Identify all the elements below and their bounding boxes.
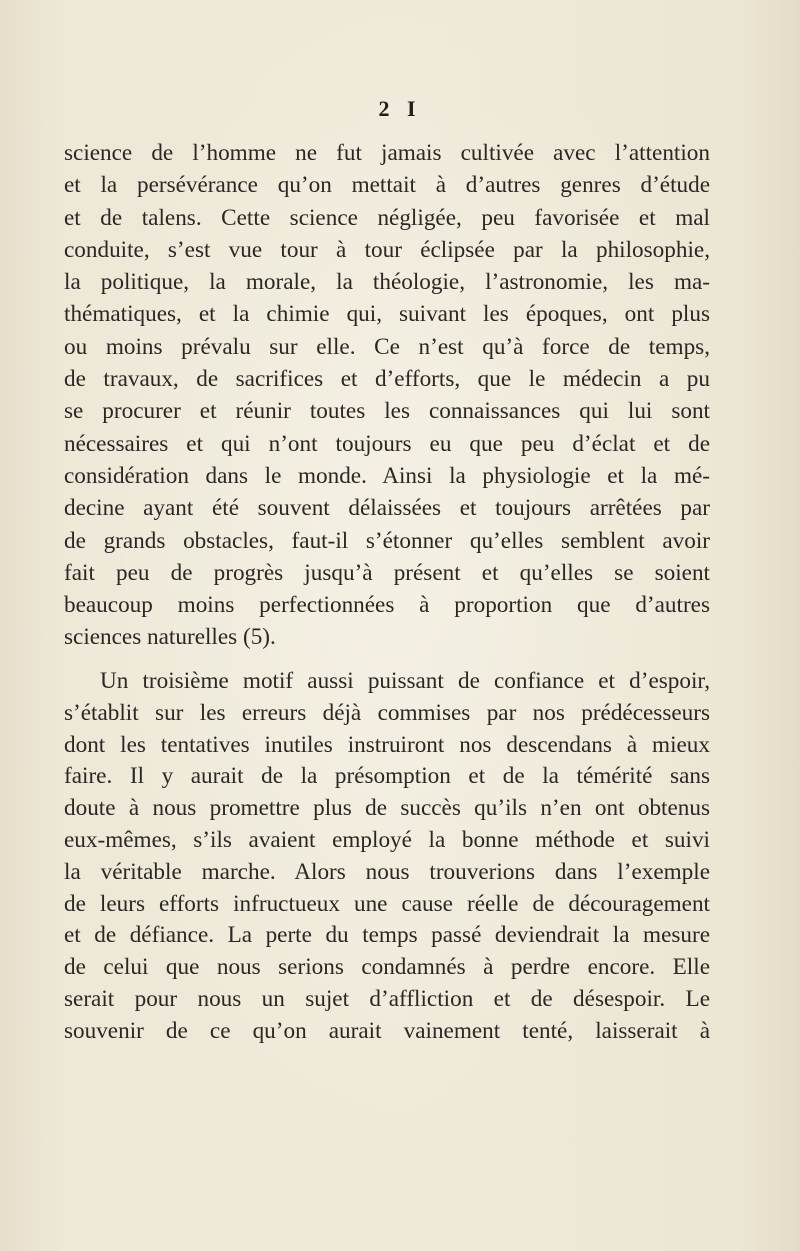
text-line: s’établit sur les erreurs déjà commises par nos prédécesseurs <box>64 699 710 726</box>
text-line: faire. Il y aurait de la présomption et de la témérité sans <box>64 763 710 790</box>
paragraph-2 <box>64 666 710 1048</box>
text-line: ou moins prévalu sur elle. Ce n’est qu’à force de temps, <box>64 333 710 360</box>
text-line: science de l’homme ne fut jamais cultivée avec l’attention <box>64 140 710 166</box>
text-line: la politique, la morale, la théologie, l’astronomie, les ma- <box>64 269 710 296</box>
text-line: beaucoup moins perfectionnées à proportion que d’autres <box>64 592 710 619</box>
text-line: et de défiance. La perte du temps passé deviendrait la mesure <box>64 922 710 949</box>
text-line: conduite, s’est vue tour à tour éclipsée par la philosophie, <box>64 236 710 263</box>
text-line: la véritable marche. Alors nous trouverions dans l’exemple <box>64 858 710 885</box>
text-line: et de talens. Cette science négligée, peu favorisée et mal <box>64 204 710 231</box>
text-line: de travaux, de sacrifices et d’efforts, que le médecin a pu <box>64 366 710 393</box>
text-line: et la persévérance qu’on mettait à d’autres genres d’étude <box>64 172 710 199</box>
text-line: de leurs efforts infructueux une cause réelle de découragement <box>64 890 710 917</box>
text-line: nécessaires et qui n’ont toujours eu que peu d’éclat et de <box>64 430 710 457</box>
text-line: fait peu de progrès jusqu’à présent et qu’elles se soient <box>64 559 710 586</box>
text-line: serait pour nous un sujet d’affliction et de désespoir. Le <box>64 985 710 1012</box>
text-line: sciences naturelles (5). <box>64 624 276 651</box>
text-line: de celui que nous serions condamnés à perdre encore. Elle <box>64 954 710 981</box>
text-line: se procurer et réunir toutes les connaissances qui lui sont <box>64 398 710 425</box>
page-number: 2 I <box>378 96 422 121</box>
text-line: Un troisième motif aussi puissant de confiance et d’espoir, <box>100 668 710 694</box>
text-line: souvenir de ce qu’on aurait vainement tenté, laisserait à <box>64 1017 710 1044</box>
paragraph-1 <box>64 137 710 654</box>
text-line: considération dans le monde. Ainsi la physiologie et la mé- <box>64 462 710 489</box>
text-line: thématiques, et la chimie qui, suivant les époques, ont plus <box>64 301 710 328</box>
text-line: eux-mêmes, s’ils avaient employé la bonne méthode et suivi <box>64 826 710 853</box>
text-line: dont les tentatives inutiles instruiront nos descendans à mieux <box>64 731 710 758</box>
text-line: de grands obstacles, faut-il s’étonner qu’elles semblent avoir <box>64 527 710 554</box>
text-line: decine ayant été souvent délaissées et toujours arrêtées par <box>64 495 710 522</box>
text-line: doute à nous promettre plus de succès qu’ils n’en ont obtenus <box>64 795 710 822</box>
